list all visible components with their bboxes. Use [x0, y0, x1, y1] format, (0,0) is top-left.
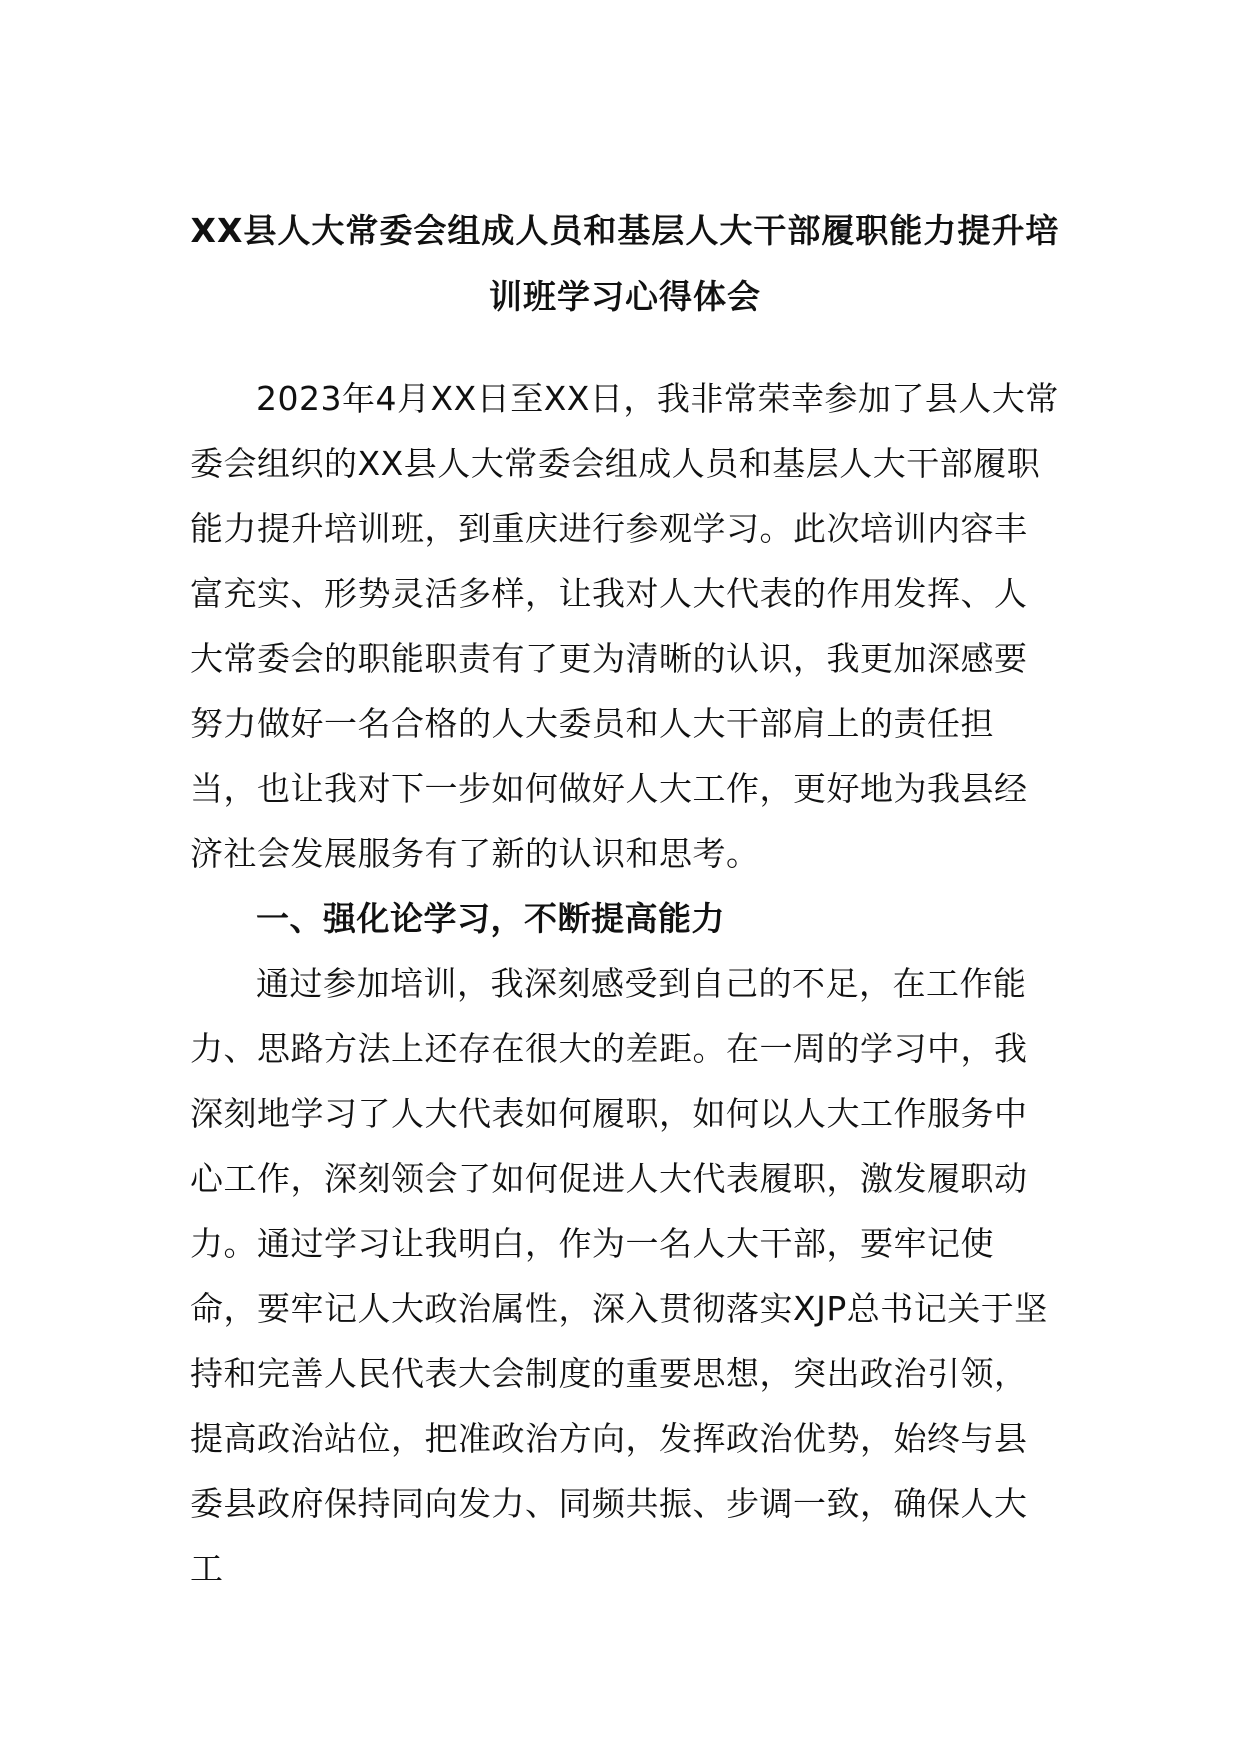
document-body: [190, 366, 1060, 1601]
document-title: XX县人大常委会组成人员和基层人大干部履职能力提升培训班学习心得体会: [190, 211, 1060, 316]
paragraph-intro: 2023年4月XX日至XX日，我非常荣幸参加了县人大常委会组织的XX县人大常委会组成人员和基层人大干部履职能力提升培训班，到重庆进行参观学习。此次培训内容丰富充实、形势灵活多样，让我对人大代表的作用发挥、人大常委会的职能职责有了更为清晰的认识，我更加深感要努力做好一名合格的人大委员和人大干部肩上的责任担当，也让我对下一步如何做好人大工作，更好地为我县经济社会发展服务有了新的认识和思考。: [190, 379, 1059, 873]
section-heading-1: 一、强化论学习，不断提高能力: [256, 899, 725, 938]
paragraph-section-1: 通过参加培训，我深刻感受到自己的不足，在工作能力、思路方法上还存在很大的差距。在一周的学习中，我深刻地学习了人大代表如何履职，如何以人大工作服务中心工作，深刻领会了如何促进人大代表履职，激发履职动力。通过学习让我明白，作为一名人大干部，要牢记使命，要牢记人大政治属性，深入贯彻落实XJP总书记关于坚持和完善人民代表大会制度的重要思想，突出政治引领，提高政治站位，把准政治方向，发挥政治优势，始终与县委县政府保持同向发力、同频共振、步调一致，确保人大工: [190, 964, 1048, 1588]
